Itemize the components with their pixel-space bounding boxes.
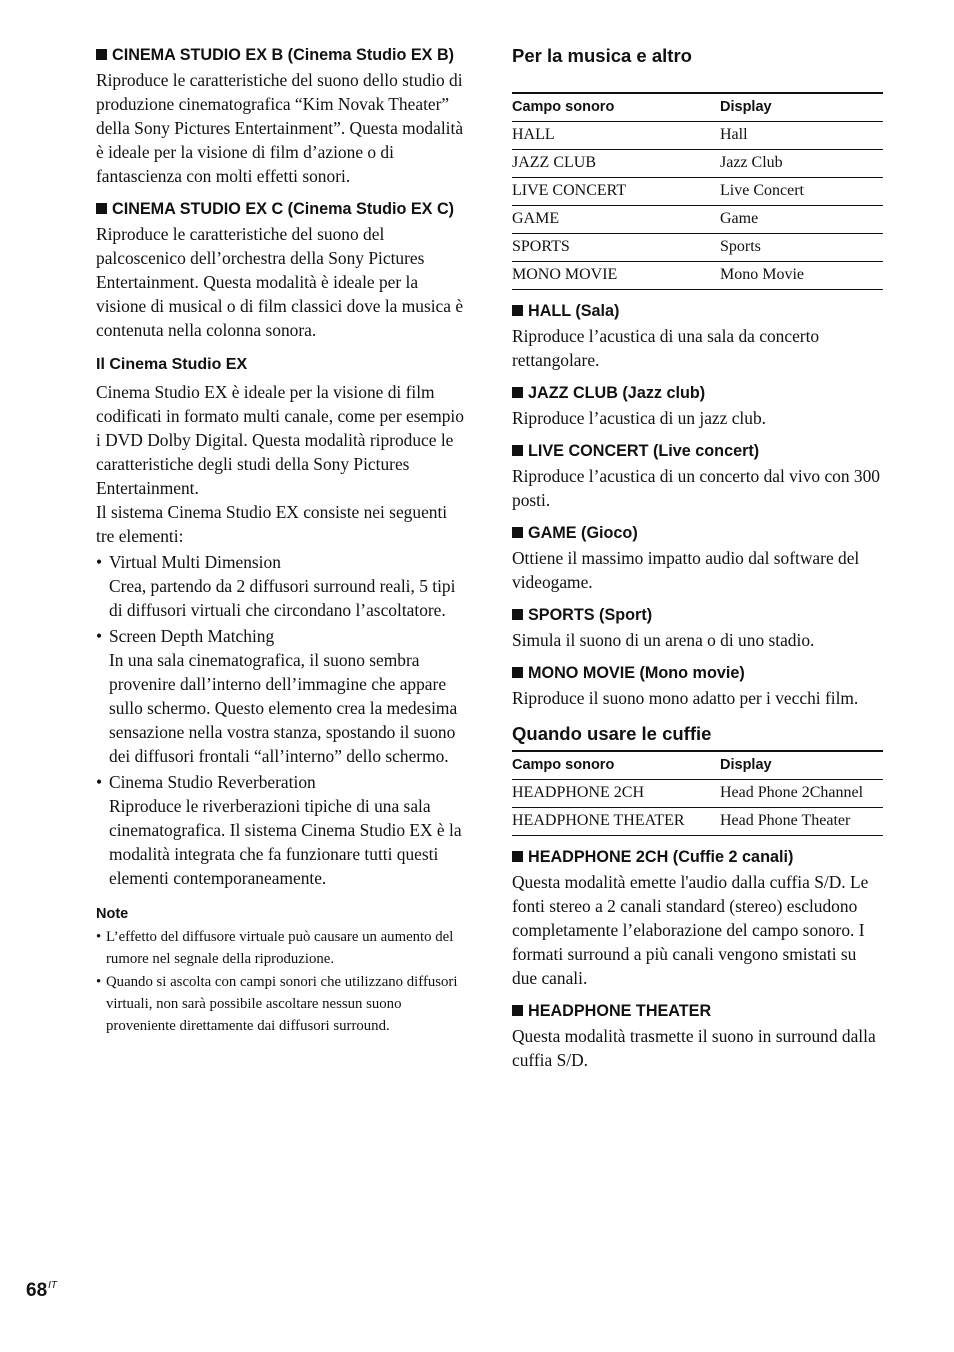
table-row — [512, 150, 883, 178]
cinema-ex-intro: Cinema Studio EX è ideale per la visione di film codificati in formato multi canale, come per esempio i DVD Dolby Digital. Questa modalità riproduce le caratteristiche degli studi della Sony Pictures Entertainment. — [96, 382, 464, 498]
table-row — [512, 808, 883, 836]
table-row — [512, 262, 883, 290]
note-item: • L’effetto del diffusore virtuale può causare un aumento del rumore nel segnale della riproduzione. — [96, 926, 468, 970]
section-text-headphone-theater: Questa modalità trasmette il suono in surround dalla cuffia S/D. — [512, 1026, 876, 1070]
section-heading-jazz-club: JAZZ CLUB (Jazz club) — [512, 382, 883, 404]
table-cell: Head Phone Theater — [720, 808, 883, 836]
music-sound-field-table — [512, 92, 883, 290]
list-item-title: • Cinema Studio Reverberation — [109, 772, 316, 792]
cinema-ex-list — [96, 550, 468, 890]
square-bullet-icon — [512, 1005, 523, 1016]
list-item — [96, 770, 468, 890]
table-cell: HALL — [512, 122, 720, 150]
section-heading-hall: HALL (Sala) — [512, 300, 883, 322]
section-text-headphone-2ch: Questa modalità emette l'audio dalla cuffia S/D. Le fonti stereo a 2 canali standard (stereo) escludono completamente l’elaborazione del campo sonoro. I formati surround a più canali vengono smistati su due canali. — [512, 872, 869, 988]
headphones-heading: Quando usare le cuffie — [512, 723, 712, 744]
table-cell: Mono Movie — [720, 262, 883, 290]
square-bullet-icon — [96, 203, 107, 214]
right-column — [512, 44, 883, 1072]
table-cell: Hall — [720, 122, 883, 150]
table-cell: SPORTS — [512, 234, 720, 262]
square-bullet-icon — [512, 527, 523, 538]
table-row — [512, 234, 883, 262]
note-list — [96, 926, 468, 1037]
section-heading-ex-c: CINEMA STUDIO EX C (Cinema Studio EX C) — [96, 198, 468, 220]
table-row — [512, 780, 883, 808]
section-heading-sports: SPORTS (Sport) — [512, 604, 883, 626]
section-text-hall: Riproduce l’acustica di una sala da concerto rettangolare. — [512, 326, 820, 370]
list-item-title: • Virtual Multi Dimension — [109, 552, 281, 572]
cinema-ex-intro2: Il sistema Cinema Studio EX consiste nei seguenti tre elementi: — [96, 502, 448, 546]
section-text-mono-movie: Riproduce il suono mono adatto per i vecchi film. — [512, 688, 859, 708]
square-bullet-icon — [512, 445, 523, 456]
table-cell: LIVE CONCERT — [512, 178, 720, 206]
square-bullet-icon — [512, 305, 523, 316]
table-header-row — [512, 93, 883, 122]
list-item-text: Riproduce le riverberazioni tipiche di una sala cinematografica. Il sistema Cinema Studio EX è la modalità integrata che fa funzionare tutti questi elementi contemporaneamente. — [109, 796, 462, 888]
section-text-ex-b: Riproduce le caratteristiche del suono dello studio di produzione cinematografica “Kim Novak Theater” della Sony Pictures Entertainment”. Questa modalità è ideale per la visione di film d’azione o di fantascienza con molti effetti sonori. — [96, 70, 464, 186]
table-cell: Jazz Club — [720, 150, 883, 178]
table-cell: JAZZ CLUB — [512, 150, 720, 178]
table-cell: Live Concert — [720, 178, 883, 206]
section-text-jazz-club: Riproduce l’acustica di un jazz club. — [512, 408, 766, 428]
section-text-game: Ottiene il massimo impatto audio dal software del videogame. — [512, 548, 860, 592]
section-heading-headphone-2ch: HEADPHONE 2CH (Cuffie 2 canali) — [512, 846, 883, 868]
section-heading-live-concert: LIVE CONCERT (Live concert) — [512, 440, 883, 462]
music-heading: Per la musica e altro — [512, 45, 692, 66]
list-item — [96, 624, 468, 768]
page-language-suffix: IT — [48, 1280, 58, 1291]
section-text-ex-c: Riproduce le caratteristiche del suono del palcoscenico dell’orchestra della Sony Pictures Entertainment. Questa modalità è ideale per la visione di musical o di film classici dove la musica è contenuta nella colonna sonora. — [96, 224, 464, 340]
list-item-text: Crea, partendo da 2 diffusori surround reali, 5 tipi di diffusori virtuali che circondano l’ascoltatore. — [109, 576, 456, 620]
table-row — [512, 206, 883, 234]
square-bullet-icon — [512, 667, 523, 678]
table-header-cell: Campo sonoro — [512, 751, 720, 780]
section-text-sports: Simula il suono di un arena o di uno stadio. — [512, 630, 815, 650]
section-heading-mono-movie: MONO MOVIE (Mono movie) — [512, 662, 883, 684]
list-item — [96, 550, 468, 622]
table-cell: Head Phone 2Channel — [720, 780, 883, 808]
list-item-text: In una sala cinematografica, il suono sembra provenire dall’interno dell’immagine che appare sullo schermo. Questo elemento crea la medesima sensazione nella vostra stanza, spostando il suono dei diffusori frontali “all’interno” dello schermo. — [109, 650, 458, 766]
section-heading-headphone-theater: HEADPHONE THEATER — [512, 1000, 883, 1022]
section-heading-ex-b: CINEMA STUDIO EX B (Cinema Studio EX B) — [96, 44, 468, 66]
table-cell: Sports — [720, 234, 883, 262]
note-item: • Quando si ascolta con campi sonori che utilizzano diffusori virtuali, non sarà possibile ascoltare nessun suono proveniente direttamente dai diffusori surround. — [96, 971, 468, 1037]
section-text-live-concert: Riproduce l’acustica di un concerto dal vivo con 300 posti. — [512, 466, 880, 510]
table-header-cell: Campo sonoro — [512, 93, 720, 122]
table-row — [512, 122, 883, 150]
table-row — [512, 178, 883, 206]
page-number: $68^{IT}$ — [26, 1280, 58, 1301]
square-bullet-icon — [512, 851, 523, 862]
table-header-cell: Display — [720, 751, 883, 780]
square-bullet-icon — [512, 387, 523, 398]
section-heading-game: GAME (Gioco) — [512, 522, 883, 544]
table-cell: HEADPHONE 2CH — [512, 780, 720, 808]
note-title: Note — [96, 906, 129, 922]
table-header-row — [512, 751, 883, 780]
list-item-title: • Screen Depth Matching — [109, 626, 275, 646]
table-cell: HEADPHONE THEATER — [512, 808, 720, 836]
table-cell: Game — [720, 206, 883, 234]
headphones-sound-field-table — [512, 750, 883, 836]
cinema-ex-heading: Il Cinema Studio EX — [96, 356, 248, 373]
square-bullet-icon — [512, 609, 523, 620]
table-header-cell: Display — [720, 93, 883, 122]
table-cell: GAME — [512, 206, 720, 234]
square-bullet-icon — [96, 49, 107, 60]
left-column — [96, 44, 468, 1038]
table-cell: MONO MOVIE — [512, 262, 720, 290]
